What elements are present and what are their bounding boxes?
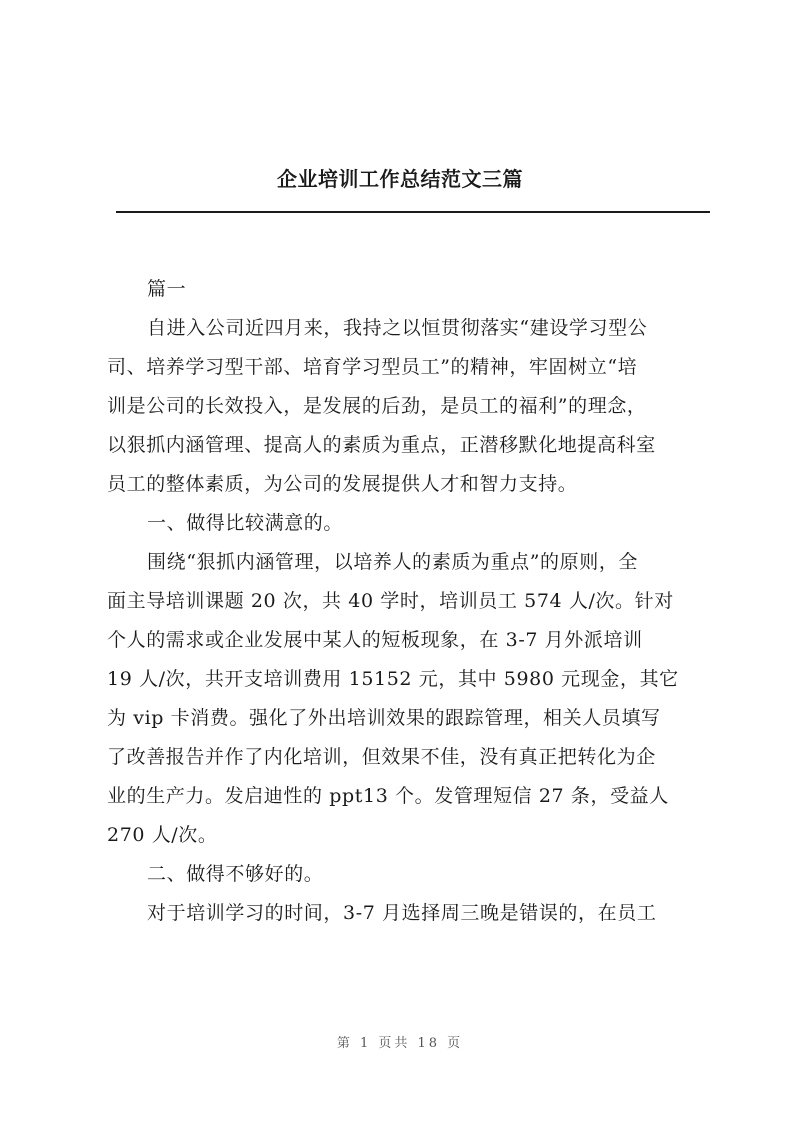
paragraph-line: 对于培训学习的时间，3-7 月选择周三晚是错误的，在员工 bbox=[147, 902, 657, 924]
paragraph-line: 为 vip 卡消费。强化了外出培训效果的跟踪管理，相关人员填写 bbox=[107, 707, 661, 729]
paragraph-line: 面主导培训课题 20 次，共 40 学时，培训员工 574 人/次。针对 bbox=[107, 590, 674, 612]
paragraph-achievements bbox=[107, 543, 713, 855]
paragraph-line: 了改善报告并作了内化培训，但效果不佳，没有真正把转化为企 bbox=[107, 746, 656, 768]
paragraph-shortcomings bbox=[107, 894, 713, 933]
paragraph-line: 自进入公司近四月来，我持之以恒贯彻落实“建设学习型公 bbox=[147, 317, 648, 339]
paragraph-line: 个人的需求或企业发展中某人的短板现象，在 3-7 月外派培训 bbox=[107, 629, 643, 651]
paragraph-line: 270 人/次。 bbox=[107, 824, 218, 846]
paragraph-line: 以狠抓内涵管理、提高人的素质为重点，正潜移默化地提高科室 bbox=[107, 434, 656, 456]
paragraph-line: 围绕“狠抓内涵管理，以培养人的素质为重点”的原则，全 bbox=[147, 551, 639, 573]
section-label bbox=[107, 270, 713, 309]
paragraph-line: 业的生产力。发启迪性的 ppt13 个。发管理短信 27 条，受益人 bbox=[107, 785, 669, 807]
heading-text: 二、做得不够好的。 bbox=[147, 863, 324, 885]
heading-satisfied bbox=[107, 504, 713, 543]
section-label-text: 篇一 bbox=[147, 278, 187, 300]
paragraph-line: 19 人/次，共开支培训费用 15152 元，其中 5980 元现金，其它 bbox=[107, 668, 679, 690]
document-title: 企业培训工作总结范文三篇 bbox=[277, 167, 523, 191]
page-number-footer: 第 1 页共 18 页 bbox=[336, 1036, 464, 1051]
heading-shortcomings bbox=[107, 855, 713, 894]
document-body bbox=[107, 270, 713, 933]
paragraph-intro bbox=[107, 309, 713, 504]
paragraph-line: 司、培养学习型干部、培育学习型员工”的精神，牢固树立“培 bbox=[107, 356, 638, 378]
paragraph-line: 员工的整体素质，为公司的发展提供人才和智力支持。 bbox=[107, 473, 578, 495]
paragraph-line: 训是公司的长效投入，是发展的后劲，是员工的福利”的理念， bbox=[107, 395, 647, 417]
title-underline-divider bbox=[116, 211, 710, 213]
heading-text: 一、做得比较满意的。 bbox=[147, 512, 344, 534]
